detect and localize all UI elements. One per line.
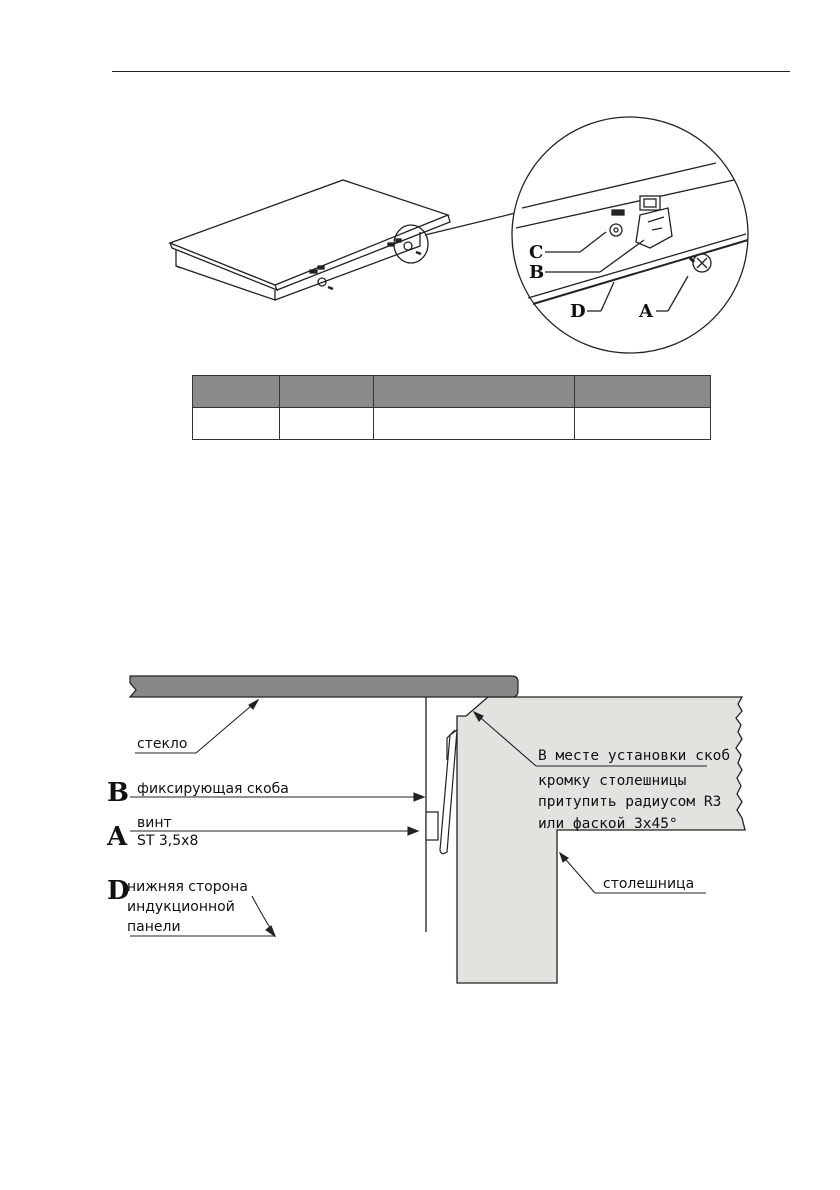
parts-table-header-cell bbox=[280, 376, 374, 408]
underside-label-line3: панели bbox=[127, 919, 181, 935]
screw-label: винт bbox=[137, 815, 172, 831]
parts-table-header-row bbox=[193, 376, 711, 408]
parts-table-header-cell bbox=[193, 376, 280, 408]
hob-illustration bbox=[170, 180, 528, 300]
parts-table-header-cell bbox=[575, 376, 711, 408]
glass-shape bbox=[130, 676, 518, 697]
letter-b: B bbox=[107, 778, 129, 808]
cross-section-figure bbox=[0, 660, 840, 990]
countertop-shape bbox=[457, 697, 745, 983]
glass-label: стекло bbox=[137, 736, 188, 752]
note-line4: или фаской 3x45° bbox=[538, 816, 678, 832]
table-row bbox=[193, 408, 711, 440]
bracket-label: фиксирующая скоба bbox=[137, 781, 289, 797]
note-line2: кромку столешницы bbox=[538, 773, 687, 789]
label-c: C bbox=[529, 242, 544, 263]
letter-a: A bbox=[107, 822, 128, 852]
label-d: D bbox=[570, 301, 586, 322]
hob-installation-figure bbox=[0, 0, 840, 370]
parts-table bbox=[192, 375, 711, 440]
underside-label-line2: индукционной bbox=[127, 899, 235, 915]
parts-table-cell bbox=[575, 408, 711, 440]
note-line1: В месте установки скоб bbox=[538, 748, 731, 764]
note-line3: притупить радиусом R3 bbox=[538, 794, 722, 810]
label-b: B bbox=[529, 262, 545, 283]
letter-d: D bbox=[107, 876, 130, 906]
parts-table-cell bbox=[280, 408, 374, 440]
screw-spec: ST 3,5x8 bbox=[137, 833, 199, 849]
underside-label-line1: нижняя сторона bbox=[127, 879, 248, 895]
parts-table-header-cell bbox=[374, 376, 575, 408]
magnified-detail bbox=[512, 117, 748, 353]
countertop-label: столешница bbox=[603, 876, 695, 892]
label-a: A bbox=[639, 301, 653, 322]
fixing-bracket bbox=[426, 730, 457, 854]
parts-table-cell bbox=[193, 408, 280, 440]
parts-table-cell bbox=[374, 408, 575, 440]
